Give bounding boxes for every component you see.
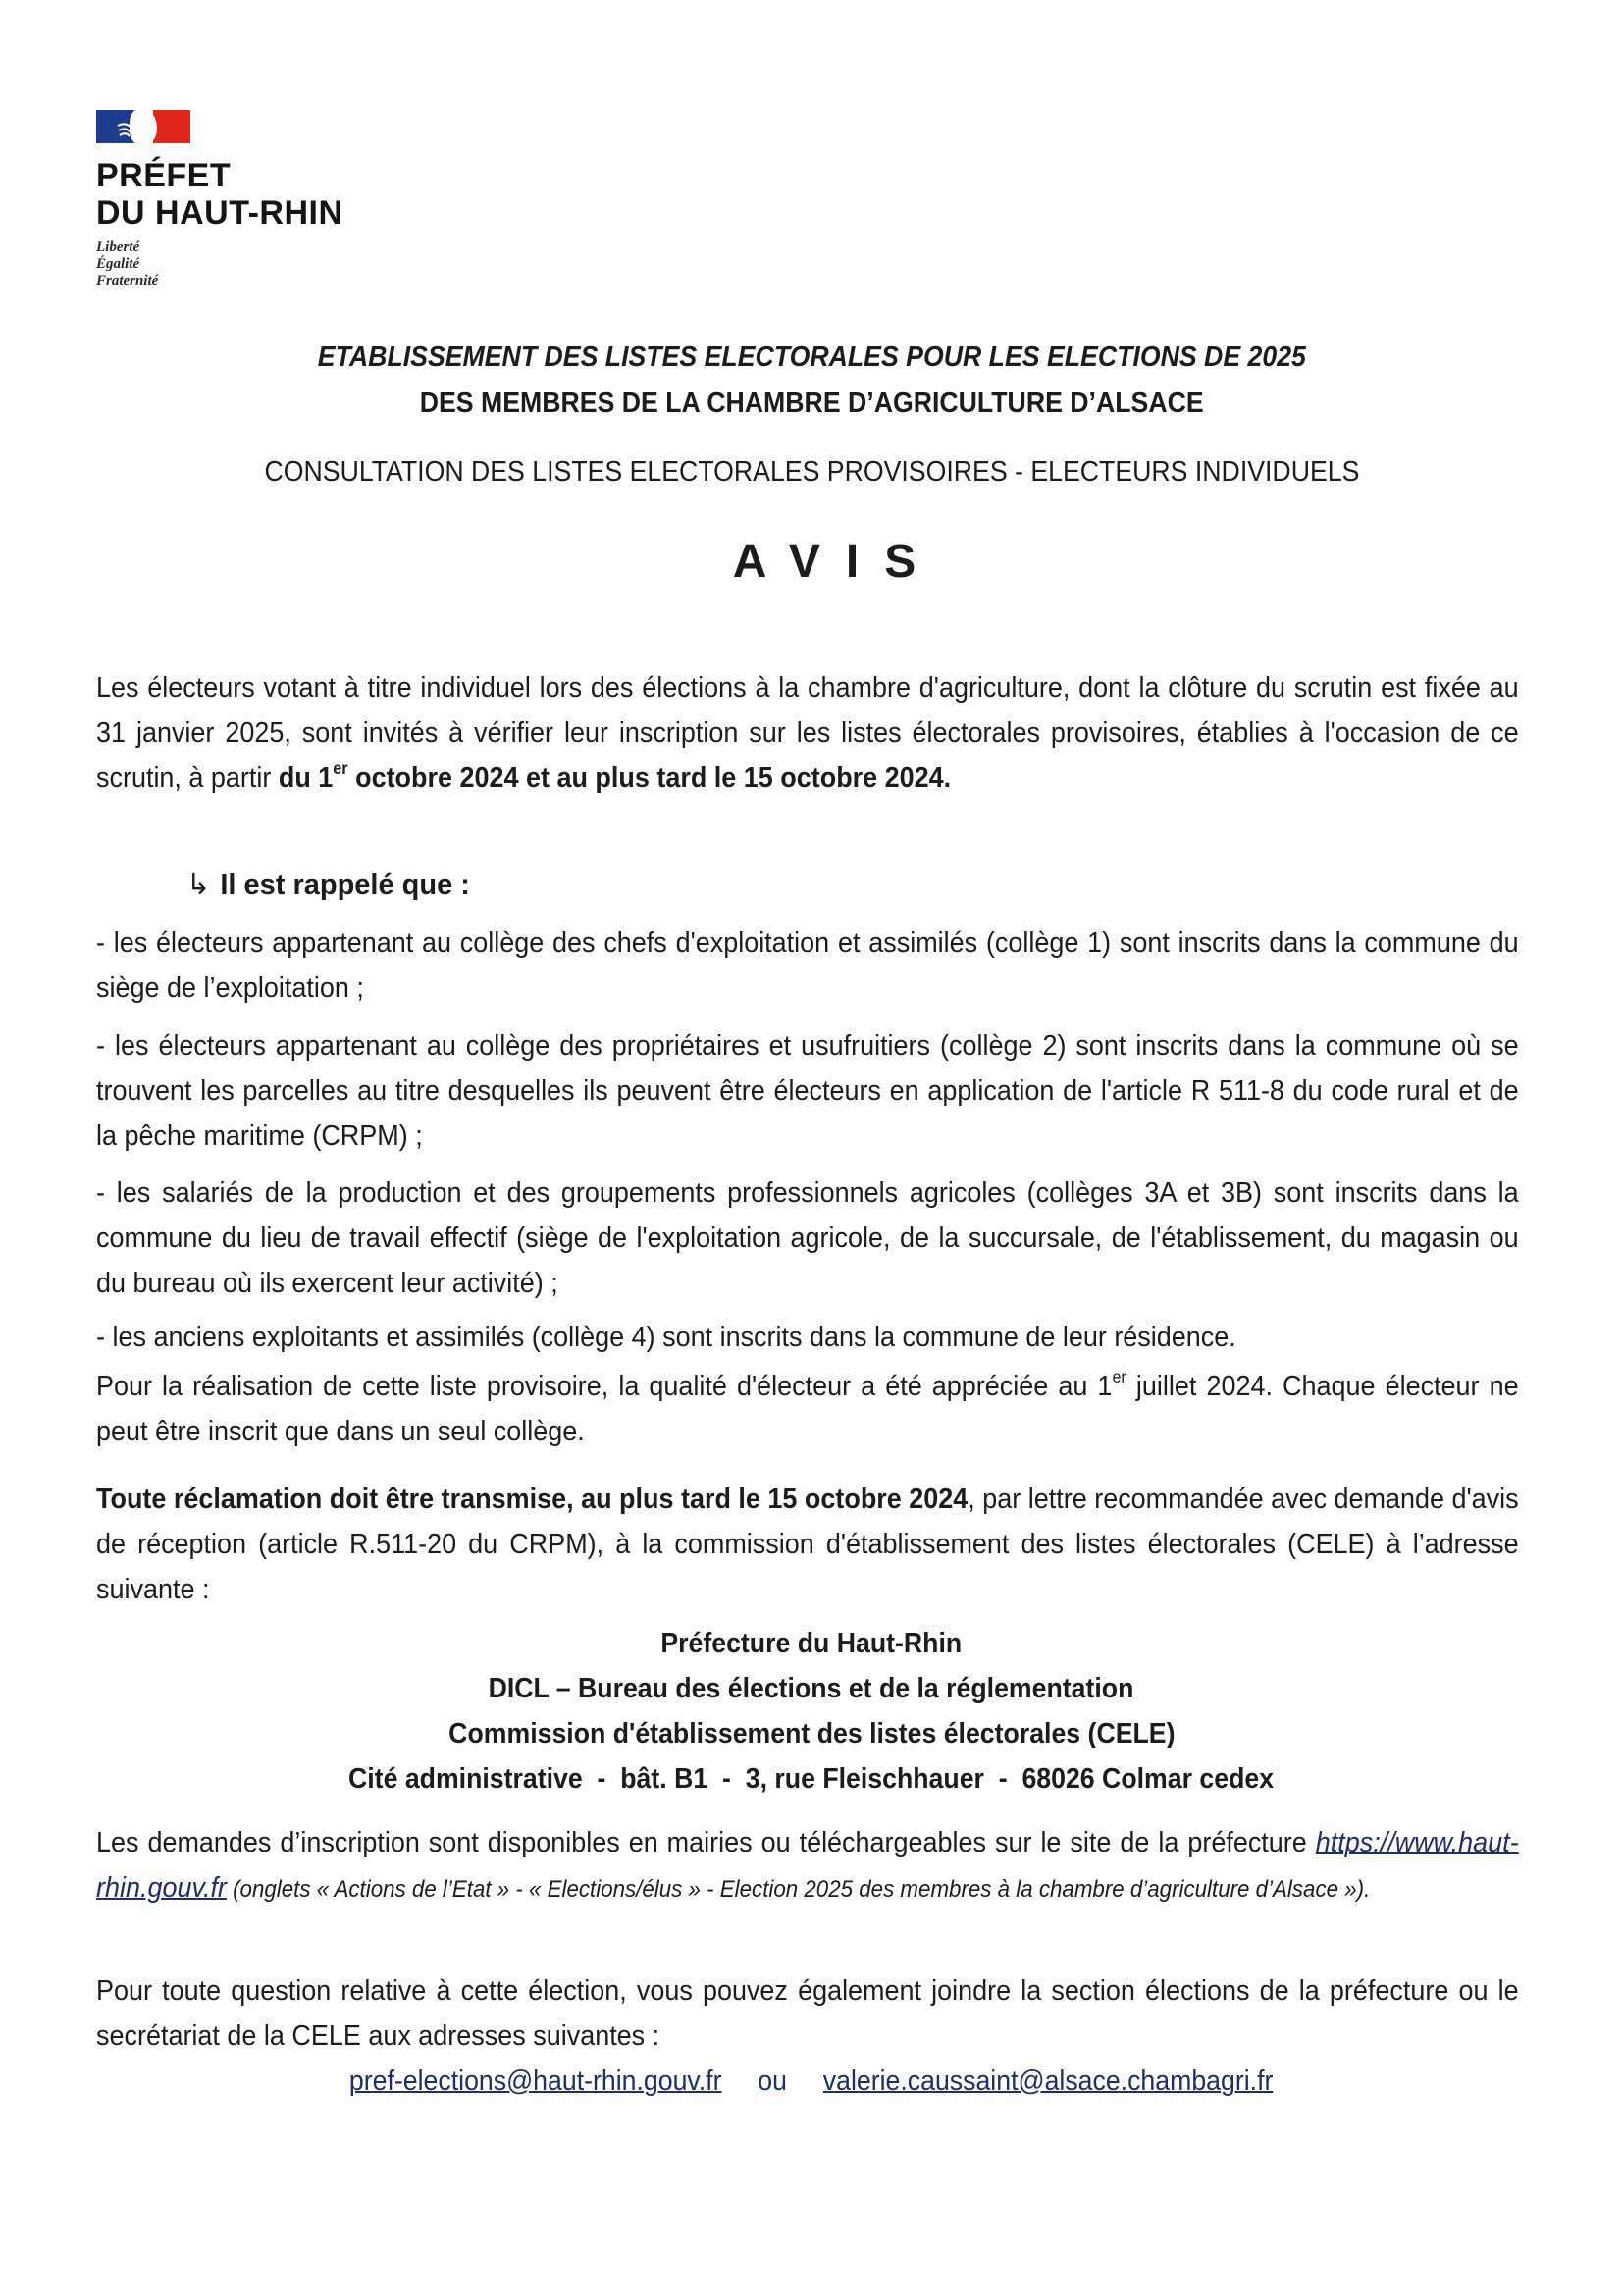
marianne-hair-icon [116,120,135,139]
prefecture-logo [96,108,343,289]
prefecture-title: PRÉFET DU HAUT-RHIN [96,157,343,232]
list-item: - les anciens exploitants et assimilés (collège 4) sont inscrits dans la commune de leur résidence. [96,1322,1236,1353]
title-line-1: ETABLISSEMENT DES LISTES ELECTORALES POUR LES ELECTIONS DE 2025 [317,341,1306,373]
qualite-paragraph: Pour la réalisation de cette liste provisoire, la qualité d'électeur a été appréciée au 1er juillet 2024. Chaque électeur ne peut être inscrit que dans un seul collège. [96,1367,1519,1447]
marianne-flag-icon [96,108,190,145]
prefecture-website-link[interactable]: https://www.haut-rhin.gouv.fr [96,1827,1519,1904]
reminder-heading: ↳ Il est rappelé que : [186,869,470,901]
reclamation-paragraph: Toute réclamation doit être transmise, au plus tard le 15 octobre 2024, par lettre recommandée avec demande d'avis de réception (article R.511-20 du CRPM), à la commission d'établissement des listes électorales (CELE) à l’adresse suivante : [96,1484,1519,1605]
title-line-2: DES MEMBRES DE LA CHAMBRE D’AGRICULTURE D’ALSACE [419,388,1204,419]
question-paragraph: Pour toute question relative à cette élection, vous pouvez également joindre la section élections de la préfecture ou le secrétariat de la CELE aux adresses suivantes : [96,1975,1519,2052]
prefecture-email-link[interactable]: pref-elections@haut-rhin.gouv.fr [349,2065,722,2097]
address-block: Préfecture du Haut-Rhin DICL – Bureau des élections et de la réglementation Commission d'établissement des listes électorales (CELE) Cité administrative - bât. B1 - 3, rue Fleischhauer - 68026 Colmar cedex [348,1628,1275,1795]
arrow-hook-icon: ↳ [186,869,211,901]
cele-email-link[interactable]: valerie.caussaint@alsace.chambagri.fr [823,2065,1274,2097]
demandes-paragraph: Les demandes d’inscription sont disponibles en mairies ou téléchargeables sur le site de la préfecture https://www.haut-rhin.gouv.fr (onglets « Actions de l’Etat » - « Elections/élus » - Election 2025 des membres à la chambre d’agriculture d’Alsace »). [96,1827,1519,1904]
intro-paragraph: Les électeurs votant à titre individuel lors des élections à la chambre d'agriculture, dont la clôture du scrutin est fixée au 31 janvier 2025, sont invités à vérifier leur inscription sur les listes électorales provisoires, établies à l'occasion de ce scrutin, à partir du 1er octobre 2024 et au plus tard le 15 octobre 2024. [96,672,1519,794]
contact-emails: pref-elections@haut-rhin.gouv.fr ou valerie.caussaint@alsace.chambagri.fr [349,2065,1274,2097]
list-item: - les électeurs appartenant au collège des chefs d'exploitation et assimilés (collège 1) sont inscrits dans la commune du siège de l’exploitation ; [96,927,1519,1004]
list-item: - les salariés de la production et des groupements professionnels agricoles (collèges 3A et 3B) sont inscrits dans la commune du lieu de travail effectif (siège de l'exploitation agricole, de la succursale, de l'établissement, du magasin ou du bureau où ils exercent leur activité) ; [96,1177,1519,1299]
avis-heading: AVIS [732,536,942,588]
motto: Liberté Égalité Fraternité [96,239,159,288]
list-item: - les électeurs appartenant au collège des propriétaires et usufruitiers (collège 2) sont inscrits dans la commune où se trouvent les parcelles au titre desquelles ils peuvent être électeurs en application de l'article R 511-8 du code rural et de la pêche maritime (CRPM) ; [96,1030,1519,1152]
subtitle: CONSULTATION DES LISTES ELECTORALES PROVISOIRES - ELECTEURS INDIVIDUELS [264,456,1359,488]
